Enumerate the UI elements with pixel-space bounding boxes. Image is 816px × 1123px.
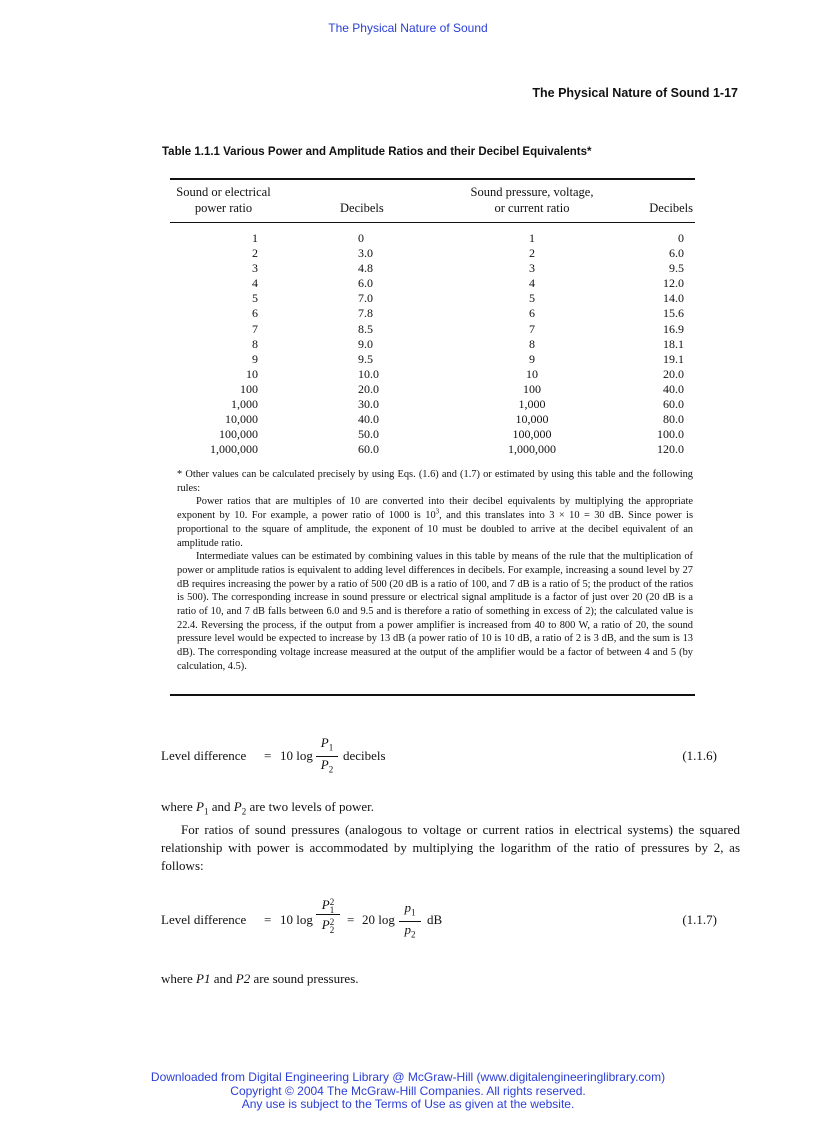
cell-power-db: 50.0: [358, 427, 379, 442]
col-header-power-ratio-line1: Sound or electrical: [176, 185, 271, 199]
table-caption: Table 1.1.1 Various Power and Amplitude Ratios and their Decibel Equivalents*: [162, 146, 592, 158]
eq7-num-symbol: P: [321, 897, 330, 912]
col-header-power-ratio-line2: power ratio: [194, 201, 253, 215]
table-top-rule: [170, 178, 695, 180]
closing-var2: P2: [235, 971, 251, 986]
table-row: [170, 397, 695, 412]
cell-pressure-db: 20.0: [663, 366, 684, 381]
footnote-rule-1: [177, 495, 693, 550]
eq7-equals-2: =: [347, 912, 355, 927]
cell-power-ratio: 6: [252, 306, 258, 321]
body-p1-var1: P: [196, 799, 204, 814]
eq7-den2-symbol: p: [404, 921, 411, 937]
body-p1-sub2: 2: [241, 806, 247, 817]
cell-power-ratio: 10: [246, 366, 258, 381]
cell-power-ratio: 10,000: [225, 412, 258, 427]
eq6-numerator: [316, 735, 338, 756]
closing-text-a: where: [161, 971, 197, 986]
table-header: [170, 184, 695, 218]
cell-power-db: 4.8: [358, 261, 373, 276]
eq7-den-sub: 2: [329, 925, 335, 936]
cell-power-ratio: 1,000,000: [210, 442, 258, 457]
eq7-number: (1.1.7): [682, 912, 717, 927]
table-row: [170, 427, 695, 442]
footer-download-link[interactable]: Downloaded from Digital Engineering Library @ McGraw-Hill (www.digitalengineeringlibrary.com): [150, 1070, 666, 1084]
col-header-pressure-db: Decibels: [649, 201, 693, 215]
eq6-fraction: [316, 735, 338, 777]
cell-pressure-db: 18.1: [663, 336, 684, 351]
eq7-unit: dB: [427, 912, 443, 927]
eq7-denominator: [316, 915, 340, 934]
cell-power-db: 0: [358, 231, 364, 245]
cell-pressure-ratio: 5: [529, 291, 535, 306]
table-row: [170, 322, 695, 337]
closing-var1: P1: [196, 971, 211, 986]
eq6-denominator: [316, 757, 338, 778]
top-header-link[interactable]: The Physical Nature of Sound: [328, 21, 488, 35]
eq7-den-sup: 2: [329, 917, 335, 928]
eq6-equals: =: [264, 748, 272, 763]
equation-1-1-6: [161, 735, 717, 795]
table-row: [170, 367, 695, 382]
cell-power-ratio: 100: [240, 381, 258, 396]
cell-pressure-ratio: 100: [523, 381, 541, 396]
cell-pressure-db: 60.0: [663, 397, 684, 412]
col-header-pressure-ratio-line2: or current ratio: [494, 201, 570, 215]
eq7-coefficient: 10 log: [280, 912, 313, 927]
cell-power-db: 10.0: [358, 366, 379, 381]
table-row: [170, 442, 695, 457]
cell-pressure-db: 6.0: [669, 246, 684, 261]
eq7-num-sub: 1: [329, 905, 335, 916]
running-head: The Physical Nature of Sound 1-17: [532, 86, 738, 100]
footnote-intro: * Other values can be calculated precisely by using Eqs. (1.6) and (1.7) or estimated by using this table and the following rules:: [177, 469, 693, 494]
col-header-pressure-ratio: [432, 184, 632, 216]
cell-power-ratio: 2: [252, 246, 258, 261]
closing-text: [161, 970, 740, 988]
cell-pressure-ratio: 10,000: [515, 412, 549, 427]
cell-pressure-ratio: 1: [529, 231, 535, 245]
cell-pressure-ratio: 4: [529, 276, 535, 291]
cell-power-db: 8.5: [358, 321, 373, 336]
cell-power-ratio: 5: [252, 291, 258, 306]
eq7-num2-sub: 1: [411, 907, 416, 918]
table-row: [170, 291, 695, 306]
cell-pressure-ratio: 9: [529, 351, 535, 366]
cell-pressure-ratio: 8: [529, 336, 535, 351]
body-p1-sub1: 1: [203, 806, 209, 817]
table-body: [170, 231, 695, 457]
table-row: [170, 337, 695, 352]
cell-power-ratio: 4: [252, 276, 258, 291]
eq6-coefficient: 10 log: [280, 748, 313, 763]
table-row: [170, 382, 695, 397]
footnote-rule-1-text-a: Power ratios that are multiples of 10 are converted into their decibel equivalents by multiplying the appropriate exponent by 10. For example, a power ratio of 1000 is 10: [177, 496, 693, 522]
cell-pressure-db: 80.0: [663, 412, 684, 427]
eq7-den2-sub: 2: [411, 929, 416, 940]
closing-text-b: are sound pressures.: [250, 971, 359, 986]
cell-power-db: 9.5: [358, 351, 373, 366]
closing-paragraph: [161, 970, 740, 988]
cell-pressure-ratio: 7: [529, 321, 535, 336]
cell-power-db: 20.0: [358, 381, 379, 396]
table-bottom-rule: [170, 694, 695, 696]
eq7-numerator: [316, 895, 340, 914]
eq7-coefficient-2: 20 log: [362, 912, 395, 927]
table-row: [170, 412, 695, 427]
table-row: [170, 306, 695, 321]
col-header-power-db: Decibels: [340, 201, 384, 215]
table-row: [170, 231, 695, 246]
cell-pressure-ratio: 3: [529, 261, 535, 276]
table-footnote: [177, 468, 693, 674]
cell-power-ratio: 9: [252, 351, 258, 366]
cell-power-db: 7.8: [358, 306, 373, 321]
cell-pressure-db: 100.0: [657, 427, 684, 442]
closing-and: and: [210, 971, 236, 986]
cell-power-db: 60.0: [358, 442, 379, 457]
cell-power-ratio: 100,000: [219, 427, 258, 442]
eq6-lhs: Level difference: [161, 748, 247, 763]
eq7-denominator-2: [399, 922, 421, 943]
table-row: [170, 276, 695, 291]
eq7-lhs: Level difference: [161, 912, 247, 927]
eq7-fraction-1: [316, 895, 340, 934]
cell-pressure-db: 16.9: [663, 321, 684, 336]
eq7-equals: =: [264, 912, 272, 927]
cell-power-ratio: 3: [252, 261, 258, 276]
table-row: [170, 261, 695, 276]
body-p1-text-b: are two levels of power.: [246, 799, 374, 814]
cell-power-db: 40.0: [358, 412, 379, 427]
col-header-power-ratio: [176, 184, 271, 216]
body-paragraph-1: [161, 798, 740, 821]
cell-power-ratio: 8: [252, 336, 258, 351]
eq6-number: (1.1.6): [682, 748, 717, 763]
page-footer: [0, 1071, 816, 1112]
cell-power-db: 3.0: [358, 246, 373, 261]
footer-copyright[interactable]: Copyright © 2004 The McGraw-Hill Companies. All rights reserved.: [230, 1083, 586, 1098]
eq6-unit: decibels: [343, 748, 386, 763]
table-row: [170, 246, 695, 261]
eq6-den-sub: 2: [328, 764, 334, 775]
cell-pressure-ratio: 1,000,000: [508, 442, 556, 457]
cell-power-ratio: 1: [252, 231, 258, 245]
cell-pressure-db: 0: [678, 231, 684, 245]
cell-pressure-ratio: 1,000: [518, 397, 546, 412]
cell-power-ratio: 1,000: [231, 397, 258, 412]
cell-pressure-ratio: 2: [529, 246, 535, 261]
cell-pressure-db: 9.5: [669, 261, 684, 276]
eq7-fraction-2: [399, 900, 421, 942]
footnote-rule-2: Intermediate values can be estimated by combining values in this table by means of the rule that the multiplication of power or amplitude ratios is equivalent to adding level differences in decibels. For example, increasing a sound level by 27 dB requires increasing the power by a ratio of 500 (20 dB is a ratio of 100, and 7 dB is a ratio of 5; the product of the ratios is 500). The corresponding increase in sound pressure or electrical signal amplitude is a factor of just over 20 (20 dB is a ratio of 10, and 7 dB falls between 6.0 and 9.5 and is therefore a ratio of something in excess of 2); the calculated value is 22.4. Reversing the process, if the output from a power amplifier is increased from 40 to 800 W, a ratio of 20, the sound pressure level would be expected to increase by 13 dB (a power ratio of 10 is 10 dB, a ratio of 2 is 3 dB, and the sum is 13 dB). The corresponding voltage increase measured at the output of the amplifier would be a factor of between 4 and 5 (by calculation, 4.5).: [177, 551, 693, 672]
body-paragraph-2: For ratios of sound pressures (analogous to voltage or current ratios in electrical systems) the squared relationship with power is accommodated by multiplying the logarithm of the ratio of pressures by 2, as follows:: [161, 821, 740, 873]
eq7-num-sup: 2: [329, 897, 335, 908]
cell-power-db: 9.0: [358, 336, 373, 351]
cell-pressure-db: 15.6: [663, 306, 684, 321]
equation-1-1-7: [161, 895, 717, 955]
cell-pressure-db: 120.0: [657, 442, 684, 457]
cell-power-db: 7.0: [358, 291, 373, 306]
cell-pressure-ratio: 100,000: [512, 427, 552, 442]
cell-power-db: 30.0: [358, 397, 379, 412]
eq6-num-sub: 1: [328, 742, 334, 753]
col-header-pressure-ratio-line1: Sound pressure, voltage,: [470, 185, 594, 199]
eq7-numerator-2: [399, 900, 421, 921]
cell-pressure-ratio: 6: [529, 306, 535, 321]
table-header-rule: [170, 222, 695, 223]
footnote-rule-1-text-b: , and this translates into 3 × 10 = 30 dB. Since power is proportional to the square of amplitude, the exponent of 10 must be doubled to arrive at the decibel equivalent of an amplitude ratio.: [177, 510, 693, 549]
footnote-exponent: 3: [435, 507, 440, 516]
cell-pressure-ratio: 10: [526, 366, 538, 381]
body-p1-and: and: [208, 799, 234, 814]
footer-terms[interactable]: Any use is subject to the Terms of Use as given at the website.: [241, 1097, 575, 1111]
cell-pressure-db: 14.0: [663, 291, 684, 306]
cell-pressure-db: 12.0: [663, 276, 684, 291]
table-row: [170, 352, 695, 367]
cell-power-db: 6.0: [358, 276, 373, 291]
cell-pressure-db: 19.1: [663, 351, 684, 366]
cell-pressure-db: 40.0: [663, 381, 684, 396]
body-p1-text-a: where: [161, 799, 197, 814]
cell-power-ratio: 7: [252, 321, 258, 336]
eq7-den-symbol: P: [321, 917, 330, 933]
eq6-den-symbol: P: [320, 756, 329, 772]
body-paragraphs: [161, 798, 740, 875]
body-p1-var2: P: [233, 799, 242, 814]
eq6-num-symbol: P: [320, 735, 329, 750]
eq7-num2-symbol: p: [404, 900, 411, 915]
